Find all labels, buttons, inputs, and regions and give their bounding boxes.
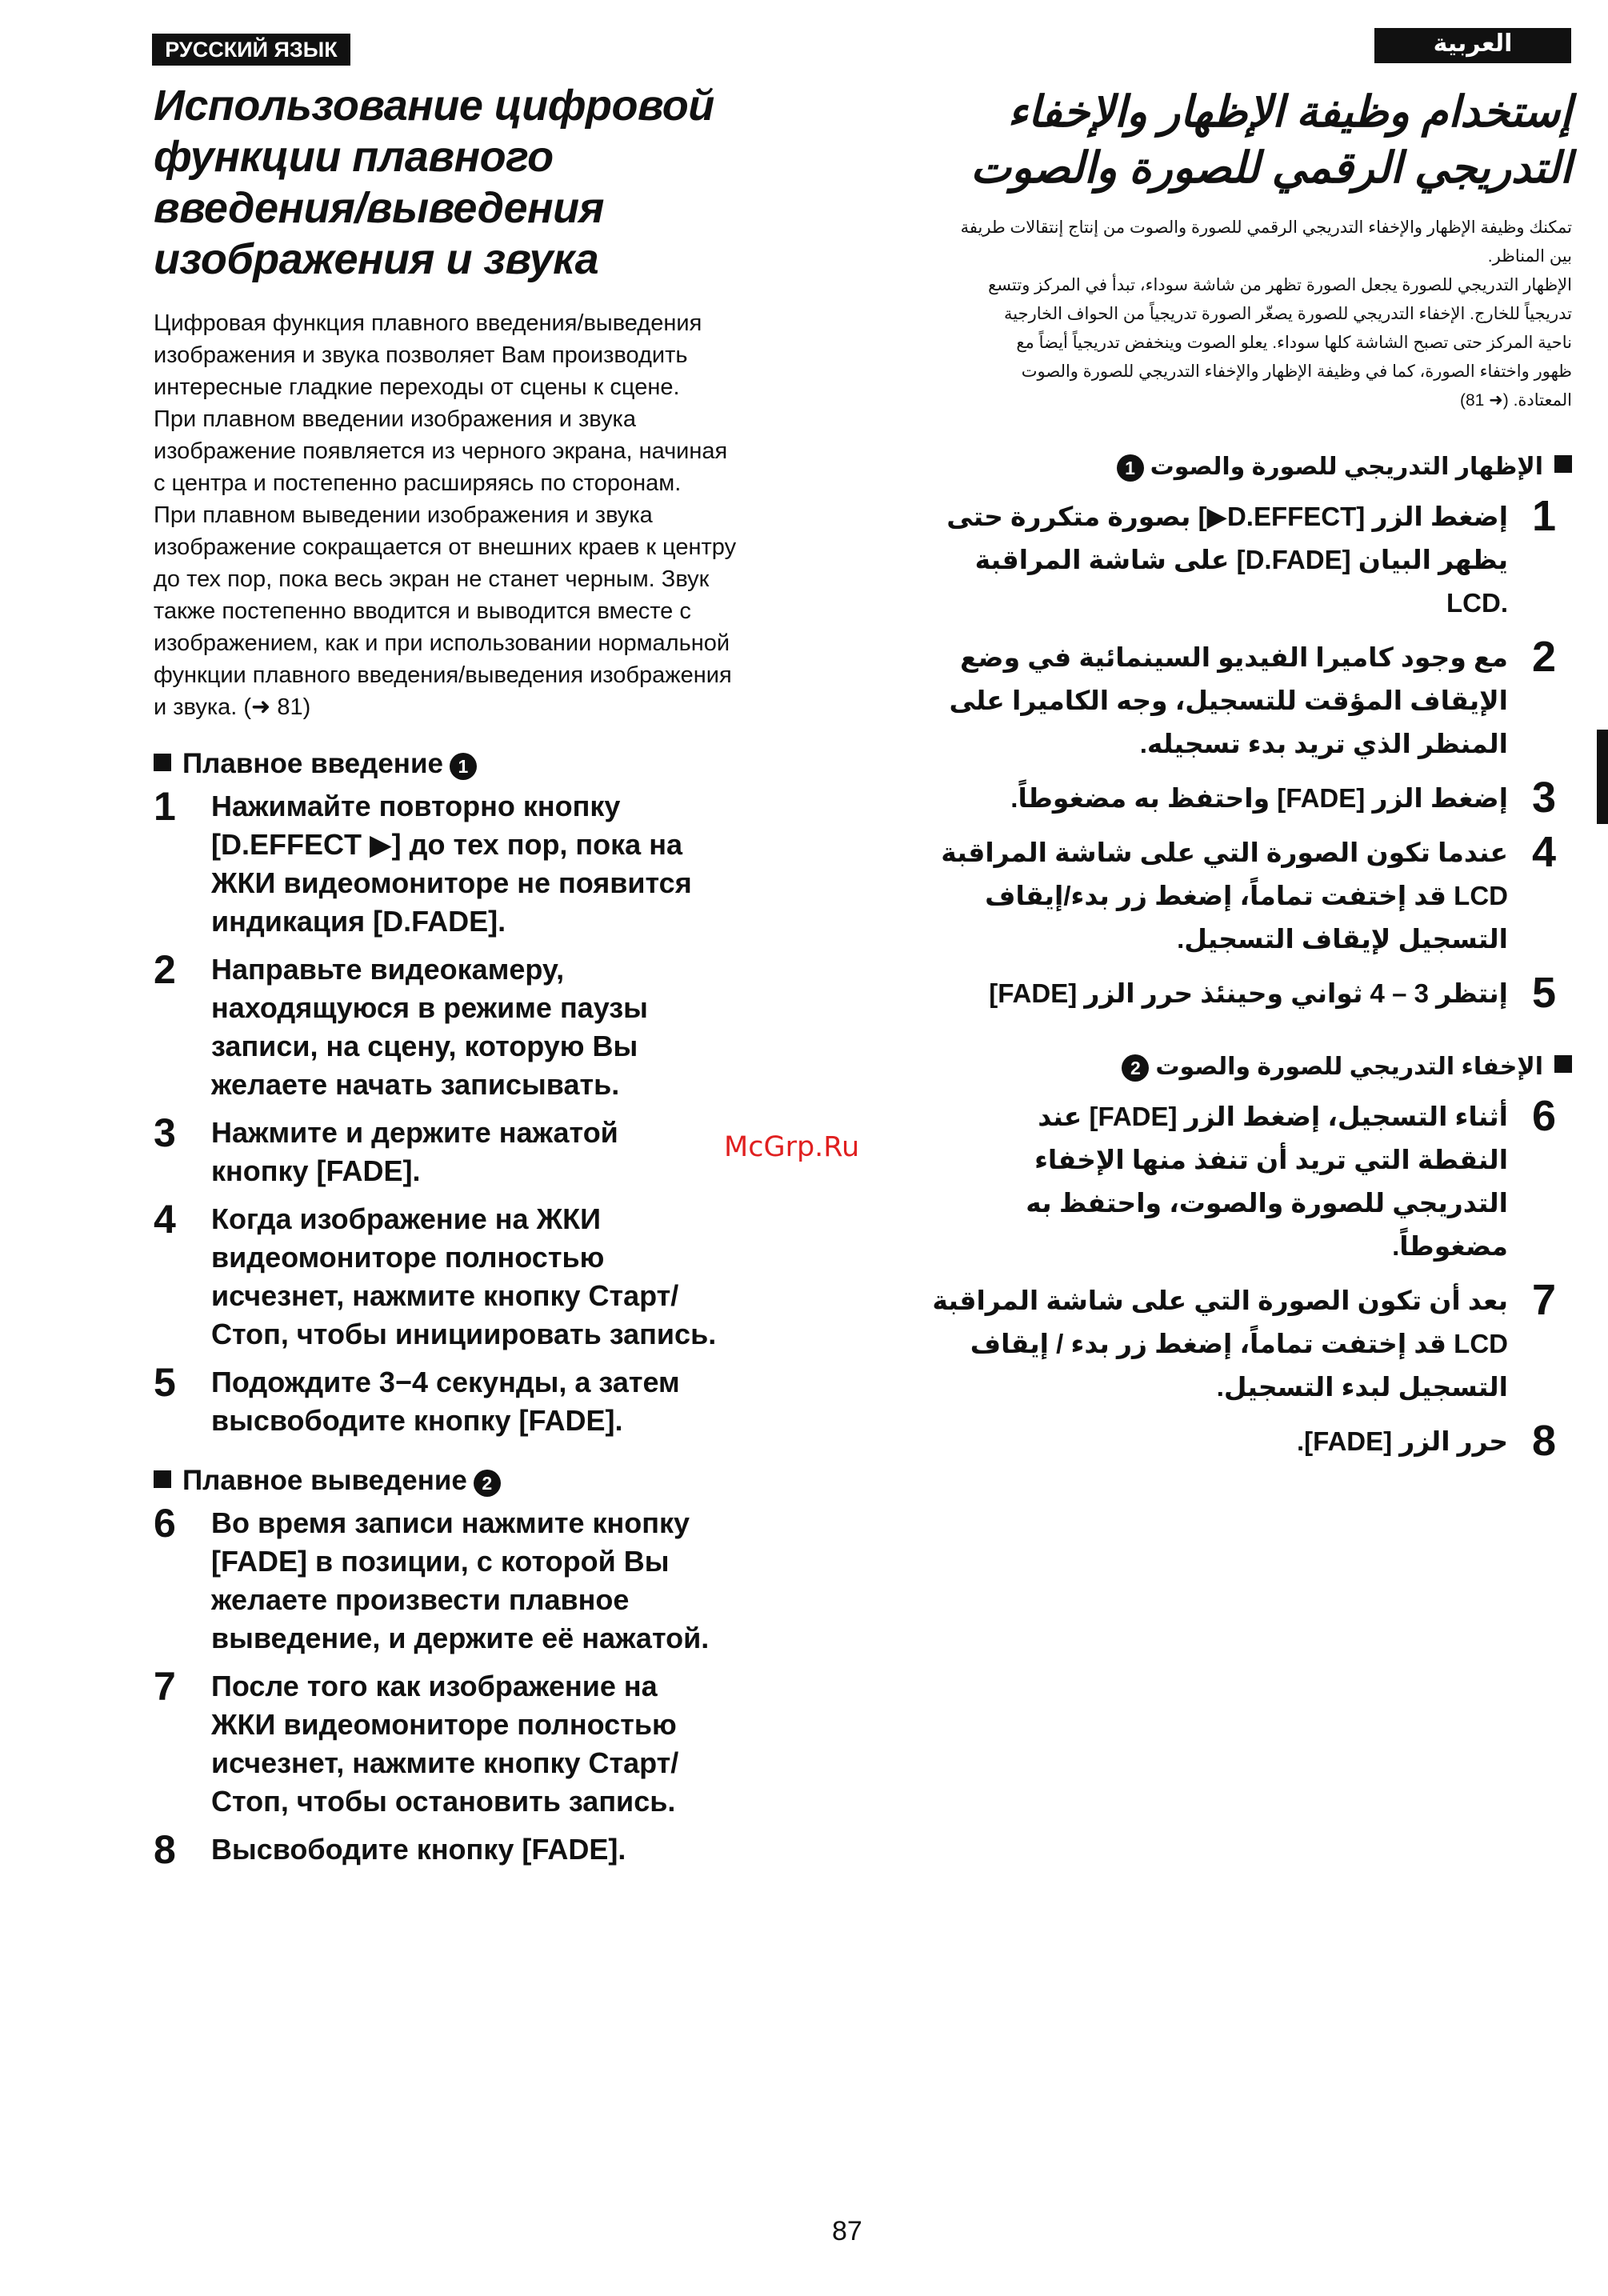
language-tab-arabic: العربية (1374, 28, 1571, 63)
page-number: 87 (832, 2216, 862, 2246)
intro-line: с центра и постепенно расширяясь по сторонам. (154, 470, 682, 496)
step-line: исчезнет, нажмите кнопку Старт/ (211, 1279, 679, 1312)
step-line: LCD قد إختفت تماماً، إضغط زر بدء / إيقاف (970, 1329, 1508, 1358)
intro-line: При плавном выведении изображения и звука (154, 502, 653, 528)
square-bullet-icon (1554, 455, 1572, 473)
intro-line: ناحية المركز حتى تصبح الشاشة كلها سوداء. يعلو الصوت وينخفض تدريجياً أيضاً مع (1016, 334, 1572, 352)
step-line: الإيقاف المؤقت للتسجيل، وجه الكاميرا على (949, 686, 1508, 715)
intro-line: изображение появляется из черного экрана, начиная (154, 438, 728, 464)
step-text (211, 1114, 618, 1190)
step-line: [D.EFFECT ▶] до тех пор, пока на (211, 828, 682, 861)
step-text (941, 831, 1516, 961)
step-line: التدريجي للصورة والصوت، واحتفظ به (1026, 1188, 1508, 1218)
intro-line: также постепенно вводится и выводится вместе с (154, 598, 691, 624)
step-line: желаете произвести плавное (211, 1583, 630, 1616)
step-line: кнопку [FADE]. (211, 1154, 421, 1187)
step-number: 2 (154, 947, 176, 992)
step-line: Стоп, чтобы инициировать запись. (211, 1318, 717, 1350)
instruction-step (154, 1197, 810, 1354)
instruction-step (888, 1092, 1572, 1268)
step-number: 7 (1531, 1276, 1557, 1324)
step-number: 3 (154, 1110, 176, 1155)
step-line: إضغط الزر [D.EFFECT▶] بصورة متكررة حتى (946, 502, 1508, 531)
step-text (211, 787, 692, 941)
step-text (1010, 777, 1516, 820)
step-line: إنتظر 3 – 4 ثواني وحينئذ حرر الزر [FADE] (989, 978, 1508, 1008)
intro-line: функции плавного введения/выведения изображения (154, 662, 732, 688)
arabic-column (888, 84, 1572, 1474)
section-heading-fade-in (154, 744, 810, 784)
intro-line: и звука. (➜ 81) (154, 694, 311, 720)
section-label: الإظهار التدريجي للصورة والصوت (1150, 454, 1543, 480)
section-heading-fade-out (154, 1461, 810, 1501)
page-title-arabic (888, 84, 1572, 196)
step-line: [FADE] в позиции, с которой Вы (211, 1545, 670, 1578)
step-number: 4 (1531, 828, 1557, 876)
step-text (211, 1363, 680, 1440)
step-number: 1 (154, 784, 176, 829)
step-line: LCD قد إختفت تماماً، إضغط زر بدء/إيقاف (985, 881, 1508, 910)
step-line: Высвободите кнопку [FADE]. (211, 1833, 626, 1866)
instruction-step (154, 1827, 810, 1872)
section-heading-fade-out-arabic (888, 1047, 1572, 1087)
step-text (211, 1667, 678, 1821)
step-line: исчезнет, нажмите кнопку Старт/ (211, 1746, 679, 1779)
intro-line: Цифровая функция плавного введения/выведения (154, 310, 702, 336)
instruction-step (888, 774, 1572, 822)
step-line: التسجيل لإيقاف التسجيل. (1177, 924, 1508, 954)
step-number: 4 (154, 1197, 176, 1242)
russian-column (154, 80, 810, 1878)
instruction-step (888, 492, 1572, 625)
step-line: .LCD (1446, 588, 1508, 618)
intro-line: интересные гладкие переходы от сцены к сцене. (154, 374, 680, 400)
step-line: записи, на сцену, которую Вы (211, 1030, 638, 1062)
step-line: После того как изображение на (211, 1670, 658, 1702)
step-line: Нажмите и держите нажатой (211, 1116, 618, 1149)
instruction-step (154, 947, 810, 1104)
title-line: изображения и звука (154, 235, 599, 283)
step-number: 2 (1531, 633, 1557, 681)
step-text (932, 1279, 1516, 1409)
step-text (211, 950, 648, 1104)
instruction-step (154, 1360, 810, 1440)
step-number: 8 (1531, 1417, 1557, 1465)
step-number: 7 (154, 1664, 176, 1709)
step-number: 6 (1531, 1092, 1557, 1140)
title-line: التدريجي الرقمي للصورة والصوت (970, 144, 1572, 192)
step-text (211, 1200, 716, 1354)
step-line: أثناء التسجيل، إضغط الزر [FADE] عند (1038, 1102, 1508, 1131)
step-text (211, 1830, 626, 1869)
intro-paragraph-russian (154, 307, 810, 723)
step-text (946, 495, 1516, 625)
instruction-step (888, 1417, 1572, 1465)
step-number: 5 (1531, 969, 1557, 1017)
step-line: Направьте видеокамеру, (211, 953, 565, 986)
step-line: المنظر الذي تريد بدء تسجيله. (1139, 729, 1508, 758)
step-line: Когда изображение на ЖКИ (211, 1202, 601, 1235)
intro-paragraph-arabic (888, 214, 1572, 415)
step-line: عندما تكون الصورة التي على شاشة المراقبة (941, 838, 1508, 867)
intro-line: المعتادة. (➜ 81) (1459, 391, 1572, 410)
intro-line: При плавном введении изображения и звука (154, 406, 636, 432)
step-line: التسجيل لبدء التسجيل. (1216, 1372, 1508, 1402)
page-title-russian (154, 80, 810, 285)
instruction-step (888, 828, 1572, 961)
step-line: Стоп, чтобы остановить запись. (211, 1785, 676, 1818)
circled-number-icon: 2 (1122, 1054, 1149, 1082)
section-label: Плавное выведение (182, 1465, 467, 1496)
step-line: يظهر البيان [D.FADE] على شاشة المراقبة (974, 545, 1508, 574)
instruction-step (154, 1664, 810, 1821)
title-line: функции плавного (154, 133, 554, 181)
step-line: ЖКИ видеомониторе полностью (211, 1708, 677, 1741)
intro-line: изображение сокращается от внешних краев к центру (154, 534, 737, 560)
step-text (949, 636, 1516, 766)
intro-line: بين المناظر. (1487, 247, 1572, 266)
watermark: McGrp.Ru (724, 1131, 860, 1163)
step-line: النقطة التي تريد أن تنفذ منها الإخفاء (1034, 1145, 1508, 1174)
step-line: ЖКИ видеомониторе не появится (211, 866, 692, 899)
intro-line: الإظهار التدريجي للصورة يجعل الصورة تظهر من شاشة سوداء، تبدأ في المركز وتتسع (988, 276, 1572, 294)
step-line: بعد أن تكون الصورة التي على شاشة المراقبة (932, 1286, 1508, 1315)
intro-line: تدريجياً للخارج. الإخفاء التدريجي للصورة يصغّر الصورة تدريجياً من الحواف الخارجية (1004, 305, 1572, 323)
title-line: Использование цифровой (154, 82, 714, 130)
section-heading-fade-in-arabic (888, 447, 1572, 487)
step-line: находящуюся в режиме паузы (211, 991, 648, 1024)
step-line: Во время записи нажмите кнопку (211, 1506, 690, 1539)
step-line: حرر الزر [FADE]. (1296, 1426, 1508, 1456)
instruction-step (154, 1501, 810, 1658)
step-text (1026, 1095, 1516, 1268)
step-line: высвободите кнопку [FADE]. (211, 1404, 623, 1437)
instruction-step (888, 633, 1572, 766)
step-number: 6 (154, 1501, 176, 1546)
step-text (211, 1504, 709, 1658)
step-line: желаете начать записывать. (211, 1068, 620, 1101)
page-edge-marker (1597, 730, 1608, 824)
instruction-step (888, 1276, 1572, 1409)
step-line: مع وجود كاميرا الفيديو السينمائية في وضع (960, 642, 1508, 672)
language-tab-russian: РУССКИЙ ЯЗЫК (152, 34, 350, 66)
step-text (1297, 1420, 1516, 1463)
circled-number-icon: 1 (450, 753, 477, 780)
step-number: 8 (154, 1827, 176, 1872)
step-line: Подождите 3−4 секунды, а затем (211, 1366, 680, 1398)
step-number: 5 (154, 1360, 176, 1405)
intro-line: تمكنك وظيفة الإظهار والإخفاء التدريجي الرقمي للصورة والصوت من إنتاج إنتقالات طريفة (960, 218, 1572, 237)
step-line: видеомониторе полностью (211, 1241, 605, 1274)
step-number: 1 (1531, 492, 1557, 540)
step-number: 3 (1531, 774, 1557, 822)
square-bullet-icon (154, 754, 171, 771)
instruction-step (888, 969, 1572, 1017)
section-label: الإخفاء التدريجي للصورة والصوت (1155, 1054, 1543, 1080)
step-line: مضغوطاً. (1392, 1231, 1508, 1261)
title-line: إستخدام وظيفة الإظهار والإخفاء (1007, 88, 1572, 136)
intro-line: до тех пор, пока весь экран не станет черным. Звук (154, 566, 710, 592)
section-label: Плавное введение (182, 748, 443, 779)
step-text (989, 972, 1516, 1015)
instruction-step (154, 1110, 810, 1190)
square-bullet-icon (154, 1470, 171, 1488)
step-line: إضغط الزر [FADE] واحتفظ به مضغوطاً. (1010, 783, 1508, 813)
title-line: введения/выведения (154, 184, 604, 232)
step-line: выведение, и держите её нажатой. (211, 1622, 710, 1654)
square-bullet-icon (1554, 1055, 1572, 1073)
instruction-step (154, 784, 810, 941)
intro-line: ظهور واختفاء الصورة، كما في وظيفة الإظهار والإخفاء التدريجي للصورة والصوت (1021, 362, 1572, 381)
circled-number-icon: 2 (474, 1470, 501, 1497)
step-line: Нажимайте повторно кнопку (211, 790, 621, 822)
circled-number-icon: 1 (1117, 454, 1144, 482)
intro-line: изображения и звука позволяет Вам производить (154, 342, 688, 368)
intro-line: изображением, как и при использовании нормальной (154, 630, 730, 656)
step-line: индикация [D.FADE]. (211, 905, 506, 938)
